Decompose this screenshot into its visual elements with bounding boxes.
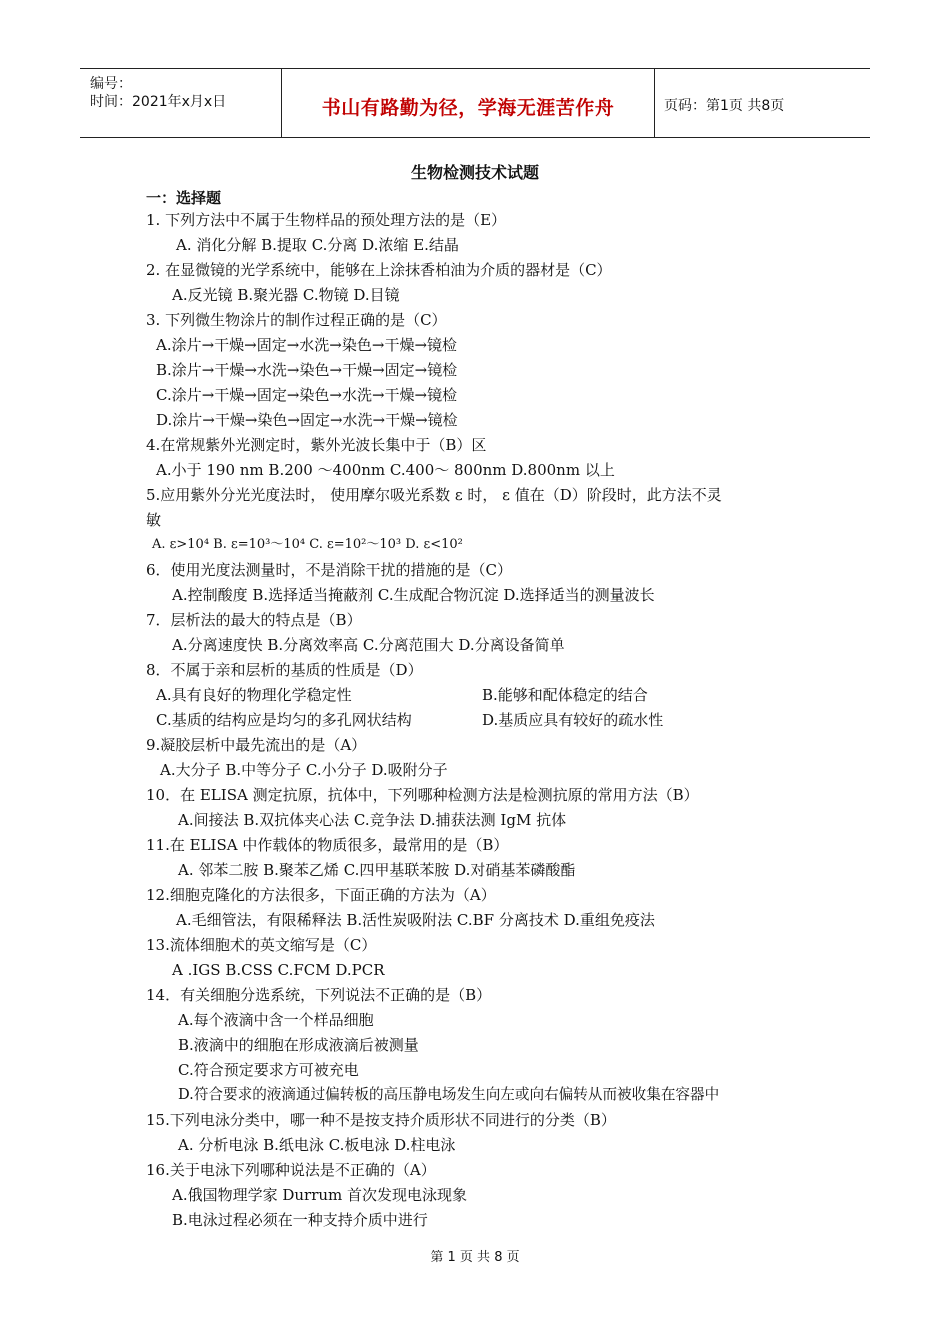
options-1: A. 消化分解 B.提取 C.分离 D.浓缩 E.结晶 bbox=[176, 236, 459, 254]
page-label: 页码：第1页 共8页 bbox=[664, 98, 785, 114]
question-13: 13.流体细胞术的英文缩写是（C） bbox=[146, 936, 377, 954]
option-16b: B.电泳过程必须在一种支持介质中进行 bbox=[172, 1211, 428, 1229]
question-5-cont: 敏 bbox=[146, 511, 162, 529]
header-motto-cell bbox=[281, 69, 655, 137]
options-4: A.小于 190 nm B.200 ～400nm C.400～ 800nm D.800nm 以上 bbox=[156, 461, 615, 479]
question-14: 14．有关细胞分选系统，下列说法不正确的是（B） bbox=[146, 986, 492, 1004]
page-footer: 第 1 页 共 8 页 bbox=[430, 1250, 520, 1265]
question-16: 16.关于电泳下列哪种说法是不正确的（A） bbox=[146, 1161, 436, 1179]
options-9: A.大分子 B.中等分子 C.小分子 D.吸附分子 bbox=[160, 761, 448, 779]
question-1: 1. 下列方法中不属于生物样品的预处理方法的是（E） bbox=[146, 211, 507, 229]
question-10: 10．在 ELISA 测定抗原，抗体中，下列哪种检测方法是检测抗原的常用方法（B） bbox=[146, 786, 699, 804]
options-11: A. 邻苯二胺 B.聚苯乙烯 C.四甲基联苯胺 D.对硝基苯磷酸酯 bbox=[178, 861, 576, 879]
option-16a: A.俄国物理学家 Durrum 首次发现电泳现象 bbox=[172, 1186, 468, 1204]
options-13: A .IGS B.CSS C.FCM D.PCR bbox=[172, 961, 385, 979]
options-2: A.反光镜 B.聚光器 C.物镜 D.目镜 bbox=[172, 286, 400, 304]
header-page-cell bbox=[654, 69, 870, 137]
time-label: 时间：2021年x月x日 bbox=[90, 94, 227, 110]
option-3b: B.涂片→干燥→水洗→染色→干燥→固定→镜检 bbox=[156, 361, 458, 379]
option-3d: D.涂片→干燥→染色→固定→水洗→干燥→镜检 bbox=[156, 411, 458, 429]
options-15: A. 分析电泳 B.纸电泳 C.板电泳 D.柱电泳 bbox=[178, 1136, 456, 1154]
option-8d: D.基质应具有较好的疏水性 bbox=[482, 711, 664, 729]
question-12: 12.细胞克隆化的方法很多，下面正确的方法为（A） bbox=[146, 886, 496, 904]
options-5: A. ε>10⁴ B. ε=10³～10⁴ C. ε=10²～10³ D. ε<10² bbox=[152, 537, 463, 552]
header-meta-cell bbox=[80, 69, 280, 137]
option-14d: D.符合要求的液滴通过偏转板的高压静电场发生向左或向右偏转从而被收集在容器中 bbox=[178, 1086, 720, 1103]
question-3: 3. 下列微生物涂片的制作过程正确的是（C） bbox=[146, 311, 447, 329]
page-title: 生物检测技术试题 bbox=[410, 163, 539, 182]
question-8: 8．不属于亲和层析的基质的性质是（D） bbox=[146, 661, 423, 679]
header-table bbox=[80, 68, 870, 138]
option-3a: A.涂片→干燥→固定→水洗→染色→干燥→镜检 bbox=[156, 336, 458, 354]
question-2: 2. 在显微镜的光学系统中，能够在上涂抹香柏油为介质的器材是（C） bbox=[146, 261, 612, 279]
option-8a: A.具有良好的物理化学稳定性 bbox=[156, 686, 352, 704]
options-6: A.控制酸度 B.选择适当掩蔽剂 C.生成配合物沉淀 D.选择适当的测量波长 bbox=[172, 586, 655, 604]
options-10: A.间接法 B.双抗体夹心法 C.竞争法 D.捕获法测 IgM 抗体 bbox=[178, 811, 567, 829]
question-5: 5.应用紫外分光光度法时， 使用摩尔吸光系数 ε 时， ε 值在（D）阶段时，此方法不灵 bbox=[146, 486, 722, 504]
question-7: 7．层析法的最大的特点是（B） bbox=[146, 611, 362, 629]
options-12: A.毛细管法，有限稀释法 B.活性炭吸附法 C.BF 分离技术 D.重组免疫法 bbox=[176, 911, 655, 929]
question-9: 9.凝胶层析中最先流出的是（A） bbox=[146, 736, 367, 754]
motto: 书山有路勤为径，学海无涯苦作舟 bbox=[321, 97, 615, 119]
option-8c: C.基质的结构应是均匀的多孔网状结构 bbox=[156, 711, 412, 729]
number-label: 编号： bbox=[90, 76, 132, 92]
question-4: 4.在常规紫外光测定时，紫外光波长集中于（B）区 bbox=[146, 436, 487, 454]
section-heading: 一：选择题 bbox=[146, 189, 222, 207]
question-15: 15.下列电泳分类中，哪一种不是按支持介质形状不同进行的分类（B） bbox=[146, 1111, 616, 1129]
option-3c: C.涂片→干燥→固定→染色→水洗→干燥→镜检 bbox=[156, 386, 458, 404]
option-14b: B.液滴中的细胞在形成液滴后被测量 bbox=[178, 1036, 419, 1054]
question-11: 11.在 ELISA 中作载体的物质很多，最常用的是（B） bbox=[146, 836, 509, 854]
options-7: A.分离速度快 B.分离效率高 C.分离范围大 D.分离设备简单 bbox=[172, 636, 565, 654]
option-8b: B.能够和配体稳定的结合 bbox=[482, 686, 648, 704]
question-6: 6．使用光度法测量时，不是消除干扰的措施的是（C） bbox=[146, 561, 513, 579]
option-14c: C.符合预定要求方可被充电 bbox=[178, 1061, 359, 1079]
option-14a: A.每个液滴中含一个样品细胞 bbox=[178, 1011, 374, 1029]
